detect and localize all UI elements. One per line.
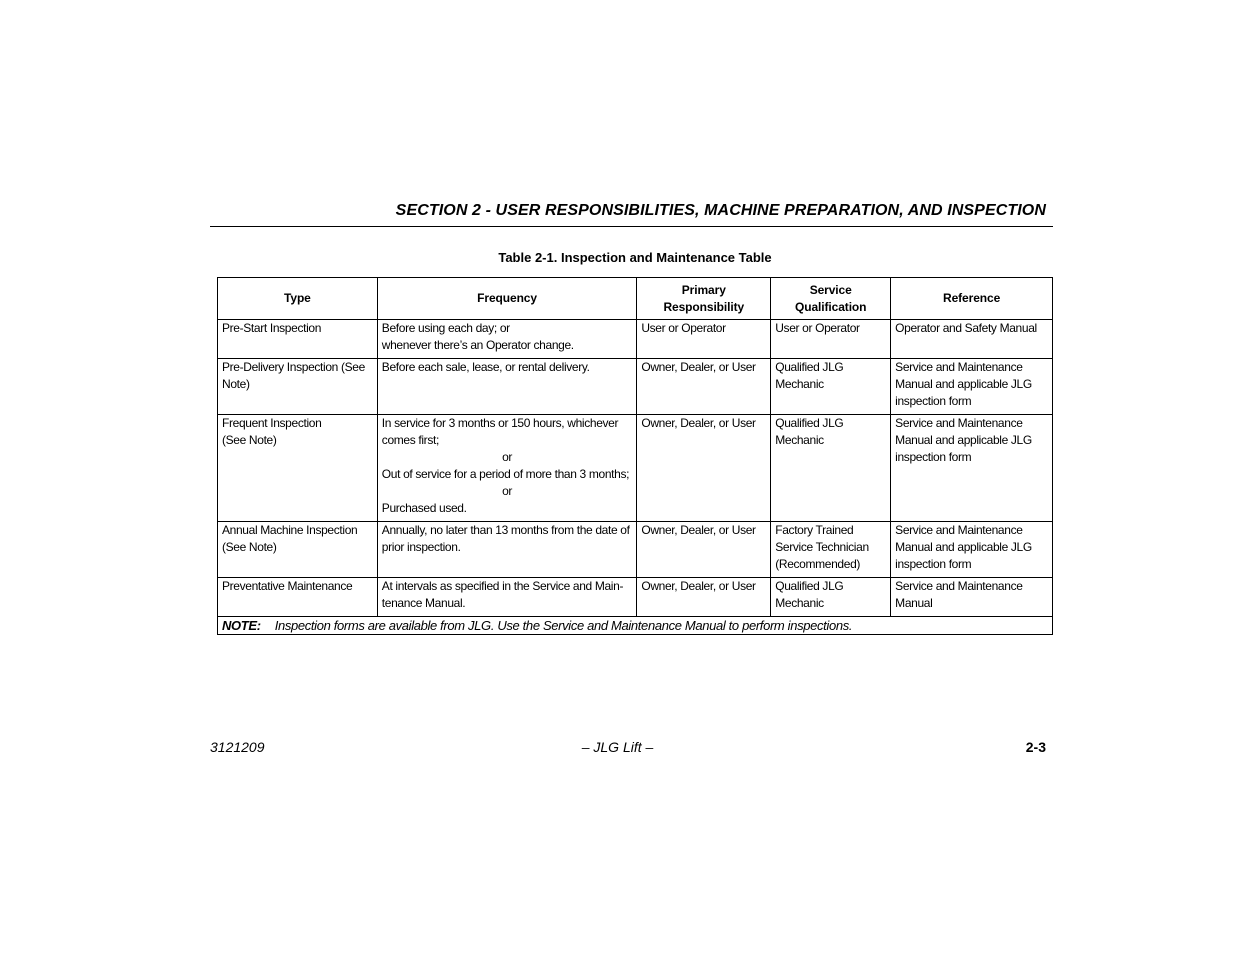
frequency-line: whenever there’s an Operator change. <box>381 338 574 352</box>
cell-frequency <box>377 522 637 578</box>
cell-type: Preventative Maintenance <box>218 578 378 617</box>
cell-reference: Service and Maintenance Manual and applicable JLG inspection form <box>891 522 1053 578</box>
footer-page-number: 2-3 <box>1025 739 1046 755</box>
table-row <box>218 359 1053 415</box>
footer-doc-number: 3121209 <box>210 739 265 755</box>
frequency-line: Before using each day; or <box>381 321 510 335</box>
cell-qualification <box>771 522 891 578</box>
type-line: Annual Machine Inspection <box>222 523 358 537</box>
column-header-qualification-line2: Qualification <box>795 299 867 314</box>
column-header-frequency: Frequency <box>377 278 637 320</box>
cell-reference: Service and Maintenance Manual and applicable JLG inspection form <box>891 415 1053 522</box>
column-header-responsibility <box>637 278 771 320</box>
frequency-or: or <box>502 450 513 464</box>
note-label: NOTE: <box>222 618 261 633</box>
column-header-qualification <box>771 278 891 320</box>
cell-reference: Operator and Safety Manual <box>891 320 1053 359</box>
table-caption: Table 2-1. Inspection and Maintenance Table <box>498 250 772 265</box>
cell-qualification: User or Operator <box>771 320 891 359</box>
section-title: SECTION 2 - USER RESPONSIBILITIES, MACHINE PREPARATION, AND INSPECTION <box>395 202 1046 219</box>
column-header-qualification-line1: Service <box>809 282 852 297</box>
frequency-line: Annually, no later than 13 months from the date of prior inspection. <box>381 523 630 554</box>
cell-responsibility: Owner, Dealer, or User <box>637 415 771 522</box>
type-line: (See Note) <box>222 433 277 447</box>
cell-frequency <box>377 578 637 617</box>
frequency-or: or <box>502 484 513 498</box>
column-header-responsibility-line2: Responsibility <box>663 299 745 314</box>
note-cell <box>218 617 1053 635</box>
frequency-line: Out of service for a period of more than 3 months; <box>381 467 630 481</box>
column-header-type: Type <box>218 278 378 320</box>
cell-type <box>218 415 378 522</box>
cell-type: Pre-Delivery Inspection (See Note) <box>218 359 378 415</box>
cell-reference: Service and Maintenance Manual and applicable JLG inspection form <box>891 359 1053 415</box>
cell-reference: Service and Maintenance Manual <box>891 578 1053 617</box>
frequency-line: tenance Manual. <box>381 596 466 610</box>
type-line: (See Note) <box>222 540 277 554</box>
cell-qualification: Qualified JLG Mechanic <box>771 578 891 617</box>
table-row <box>218 578 1053 617</box>
footer-brand: – JLG Lift – <box>581 739 654 755</box>
qualification-line: Service Technician <box>775 540 869 554</box>
cell-frequency <box>377 359 637 415</box>
cell-frequency <box>377 320 637 359</box>
cell-type <box>218 522 378 578</box>
inspection-maintenance-table <box>217 277 1053 635</box>
note-text: Inspection forms are available from JLG. Use the Service and Maintenance Manual to perform inspections. <box>274 618 853 633</box>
frequency-line: Purchased used. <box>381 501 467 515</box>
note-row <box>218 617 1053 635</box>
cell-frequency <box>377 415 637 522</box>
frequency-line: At intervals as specified in the Service and Main- <box>381 579 624 593</box>
frequency-line: In service for 3 months or 150 hours, whichever comes first; <box>381 416 619 447</box>
cell-qualification: Qualified JLG Mechanic <box>771 359 891 415</box>
cell-type: Pre-Start Inspection <box>218 320 378 359</box>
type-line: Frequent Inspection <box>222 416 322 430</box>
column-header-responsibility-line1: Primary <box>681 282 726 297</box>
qualification-line: (Recommended) <box>775 557 861 571</box>
column-header-reference: Reference <box>891 278 1053 320</box>
cell-responsibility: User or Operator <box>637 320 771 359</box>
table-row <box>218 320 1053 359</box>
table-row <box>218 415 1053 522</box>
table-header-row <box>218 278 1053 320</box>
frequency-line: Before each sale, lease, or rental delivery. <box>381 360 590 374</box>
cell-responsibility: Owner, Dealer, or User <box>637 522 771 578</box>
cell-responsibility: Owner, Dealer, or User <box>637 359 771 415</box>
cell-responsibility: Owner, Dealer, or User <box>637 578 771 617</box>
cell-qualification: Qualified JLG Mechanic <box>771 415 891 522</box>
qualification-line: Factory Trained <box>775 523 854 537</box>
header-rule <box>210 226 1053 227</box>
table-row <box>218 522 1053 578</box>
